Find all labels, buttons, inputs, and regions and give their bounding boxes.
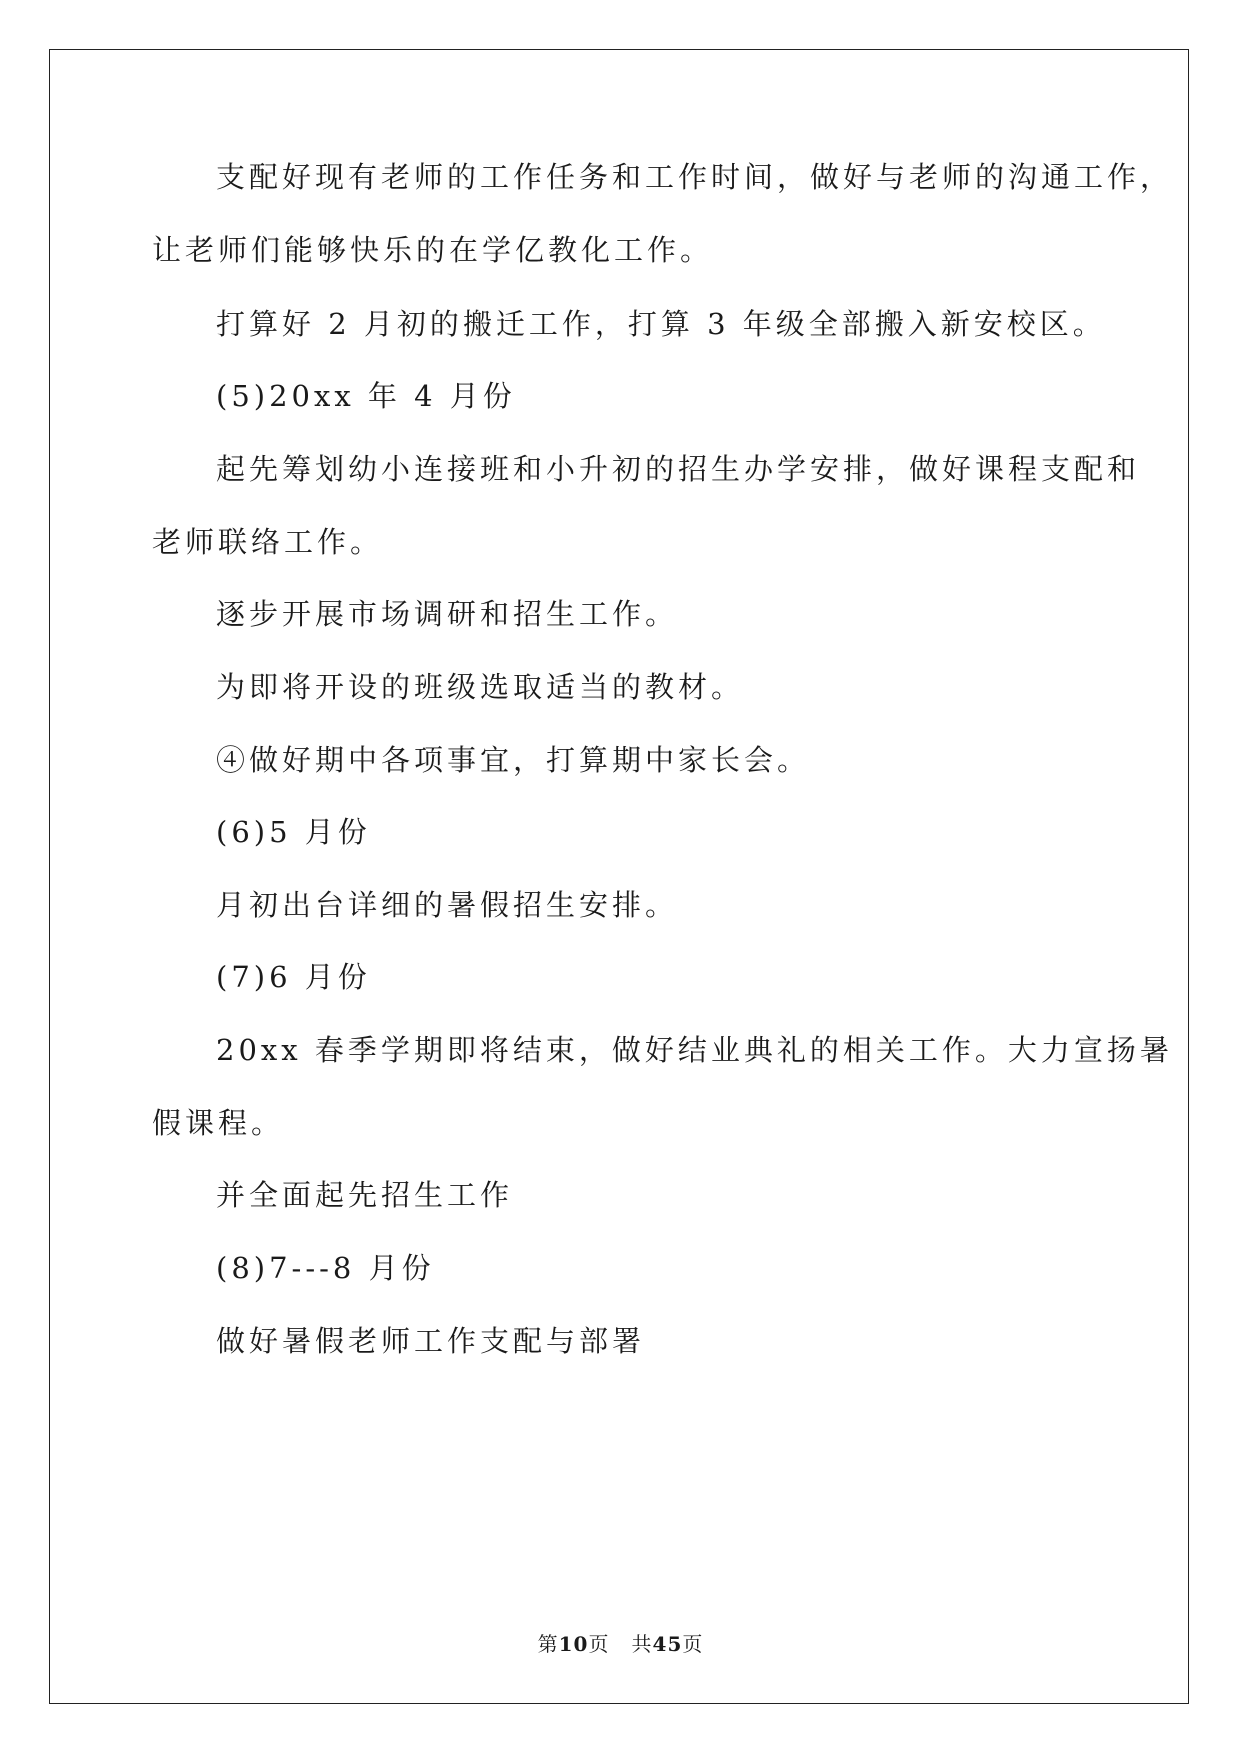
section-heading: (5)20xx 年 4 月份 [216,379,516,413]
paragraph-line: 逐步开展市场调研和招生工作。 [216,597,679,631]
current-page-number: 10 [558,1632,589,1656]
paragraph-line: 并全面起先招生工作 [216,1178,514,1212]
paragraph-line: 为即将开设的班级选取适当的教材。 [216,670,745,704]
footer-suffix: 页 [682,1632,704,1656]
paragraph-line: 老师联络工作。 [152,525,384,559]
paragraph-line: 让老师们能够快乐的在学亿教化工作。 [152,233,714,267]
paragraph-line: 支配好现有老师的工作任务和工作时间，做好与老师的沟通工作， [216,160,1174,194]
paragraph-line: 20xx 春季学期即将结束，做好结业典礼的相关工作。大力宣扬暑 [216,1033,1173,1067]
footer-prefix: 第 [537,1632,559,1656]
paragraph-line: ④做好期中各项事宜，打算期中家长会。 [216,743,811,777]
section-heading: (6)5 月份 [216,815,371,849]
paragraph-line: 打算好 2 月初的搬迁工作，打算 3 年级全部搬入新安校区。 [216,307,1106,341]
paragraph-line: 月初出台详细的暑假招生安排。 [216,888,679,922]
paragraph-line: 做好暑假老师工作支配与部署 [216,1324,646,1358]
page-footer [0,1628,1241,1657]
paragraph-line: 假课程。 [152,1106,285,1140]
section-heading: (7)6 月份 [216,960,371,994]
total-page-count: 45 [652,1632,683,1656]
paragraph-line: 起先筹划幼小连接班和小升初的招生办学安排，做好课程支配和 [216,452,1141,486]
footer-middle: 页 共 [588,1632,653,1656]
page-border [49,49,1189,1704]
section-heading: (8)7---8 月份 [216,1251,435,1285]
